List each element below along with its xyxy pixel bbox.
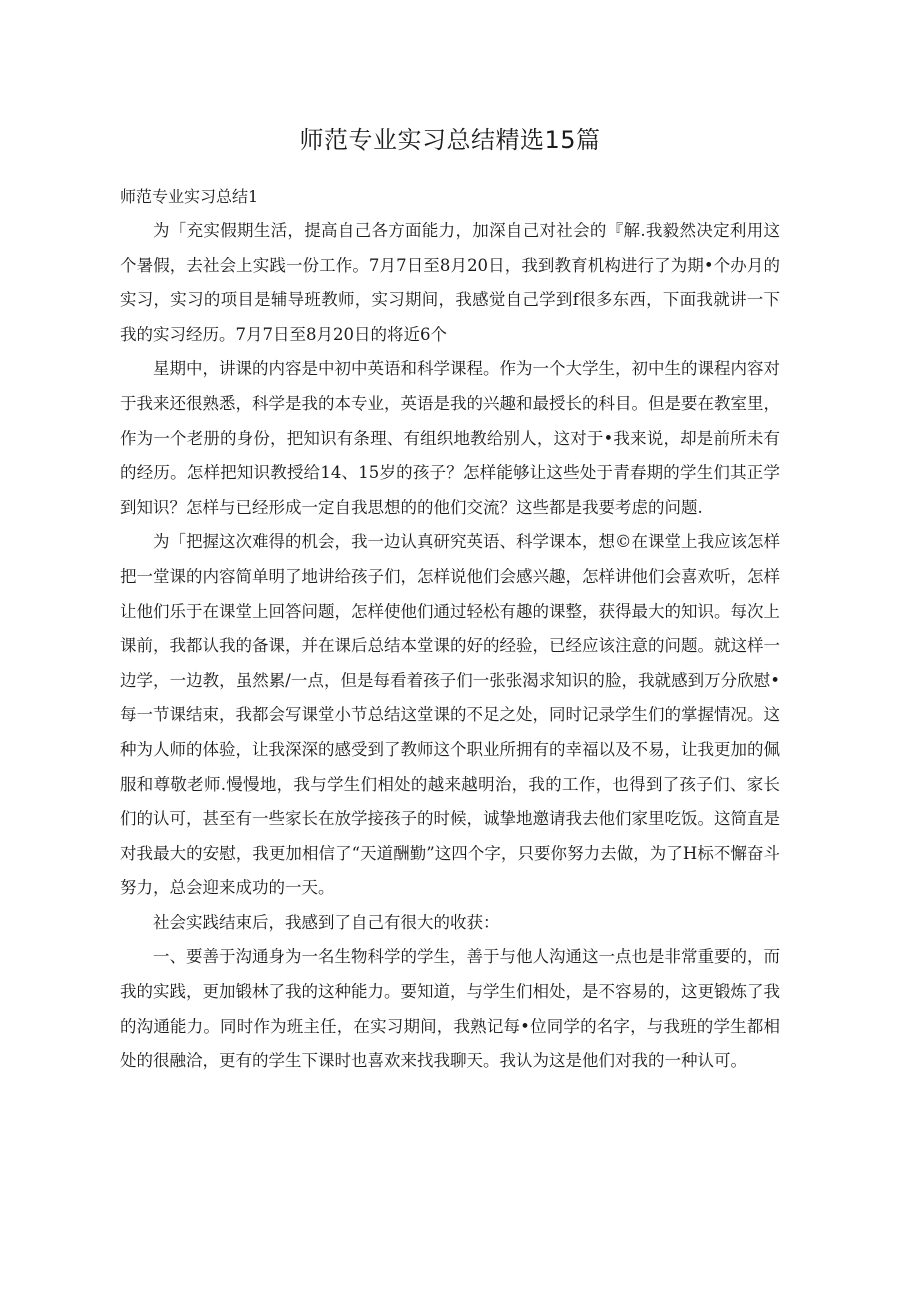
section-heading: 师范专业实习总结1 (120, 187, 259, 206)
paragraph-3: 为「把握这次难得的机会，我一边认真研究英语、科学课本，想©在课堂上我应该怎样把一堂课的内容简单明了地讲给孩子们，怎样说他们会感兴趣，怎样讲他们会喜欢听，怎样让他们乐于在课堂上回答问题，怎样使他们通过轻松有趣的课整，获得最大的知识。每次上课前，我都认我的备课，并在课后总结本堂课的好的经验，已经应该注意的问题。就这样一边学，一边教，虽然累/一点，但是每看着孩子们一张张渴求知识的脸，我就感到万分欣慰•每一节课结束，我都会写课堂小节总结这堂课的不足之处，同时记录学生们的掌握情况。这种为人师的体验，让我深深的感受到了教师这个职业所拥有的幸福以及不易，让我更加的佩服和尊敬老师.慢慢地，我与学生们相处的越来越明治，我的工作，也得到了孩子们、家长们的认可，甚至有一些家长在放学接孩子的时候，诚挚地邀请我去他们家里吃饭。这简直是对我最大的安慰，我更加相信了“天道酬勤”这四个字，只要你努力去做，为了H标不懈奋斗努力，总会迎来成功的一天。 (120, 532, 780, 898)
document-title: 师范专业实习总结精选15篇 (299, 126, 601, 154)
paragraph-4: 社会实践结束后，我感到了自己有很大的收获： (153, 912, 500, 932)
document-page (120, 120, 780, 1079)
paragraph-5: 一、要善于沟通身为一名生物科学的学生，善于与他人沟通这一点也是非常重要的，而我的实践，更加锻林了我的这种能力。要知道，与学生们相处，是不容易的，这更锻炼了我的沟通能力。同时作为班主任，在实习期间，我熟记每•位同学的名字，与我班的学生都相处的很融洽，更有的学生下课时也喜欢来找我聊天。我认为这是他们对我的一种认可。 (120, 947, 780, 1071)
paragraph-2: 星期中，讲课的内容是中初中英语和科学课程。作为一个大学生，初中生的课程内容对于我来还很熟悉，科学是我的本专业，英语是我的兴趣和最授长的科目。但是要在教室里，作为一个老册的身份，把知识有条理、有组织地教给别人，这对于•我来说，却是前所未有的经历。怎样把知识教授给14、15岁的孩子？怎样能够让这些处于青春期的学生们其正学到知识？怎样与已经形成一定自我思想的的他们交流？这些都是我要考虑的问题. (120, 359, 780, 517)
paragraph-1: 为「充实假期生活，提高自己各方面能力，加深自己对社会的『解.我毅然决定利用这个暑假，去社会上实践一份工作。7月7日至8月20日，我到教育机构进行了为期•个办月的实习，实习的项目是辅导班教师，实习期间，我感觉自己学到f很多东西，下面我就讲一下我的实习经历。7月7日至8月20日的将近6个 (120, 221, 780, 344)
